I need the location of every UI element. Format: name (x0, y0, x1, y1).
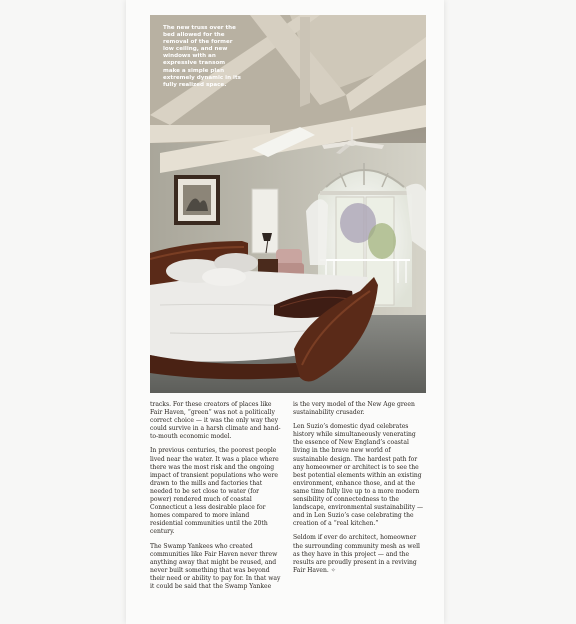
wall-panel (252, 189, 278, 253)
article-paragraph-last (293, 534, 425, 574)
curtain-left (306, 199, 328, 265)
end-mark-icon: ✧ (330, 566, 336, 574)
article-paragraph: The Swamp Yankees who created communities like Fair Haven never threw anything away that might be reused, and never built something that was beyond their need or ability to pay for. In that way it could be said that the Swamp Yankee (150, 542, 281, 590)
article-column-right (293, 401, 425, 581)
article-paragraph: Len Suzio’s domestic dyad celebrates history while simultaneously venerating the essence of New England’s coastal living in the brave new world of sustainable design. The hardest path for any homeowner or architect is to see the best potential elements within an existing environment, enhance those, and at the same time fully live up to a more modern sensibility of connectedness to the landscape, environmental sustainability — and in Len Suzio’s case celebrating the creation of a “real kitchen.” (293, 423, 424, 528)
article-paragraph-text: Seldom if ever do architect, homeowner the surrounding community mesh as well as they have in this project — and the results are proudly present in a reviving Fair Haven. (293, 534, 420, 574)
article-paragraph: is the very model of the New Age green sustainability crusader. (293, 401, 415, 417)
article-paragraph: In previous centuries, the poorest people lived near the water. It was a place where there was the most risk and the ongoing impact of transient populations who were drawn to the mills and factories that needed to be set close to water (for power) rendered much of coastal Connecticut a less desirable place for homes compared to more inland residential communities until the 20th century. (150, 447, 279, 536)
framed-picture (174, 175, 220, 225)
truss-king-post (300, 17, 310, 107)
photo-caption: The new truss over the bed allowed for the removal of the former low ceiling, and new windows with an expressive transom make a simple plan extremely dynamic in its fully realized space. (163, 25, 241, 88)
article-paragraph: tracks. For these creators of places like Fair Haven, “green” was not a politically correct choice — it was the only way they could survive in a harsh climate and hand-to-mouth economic model. (150, 401, 281, 441)
article-column-left (150, 401, 282, 597)
